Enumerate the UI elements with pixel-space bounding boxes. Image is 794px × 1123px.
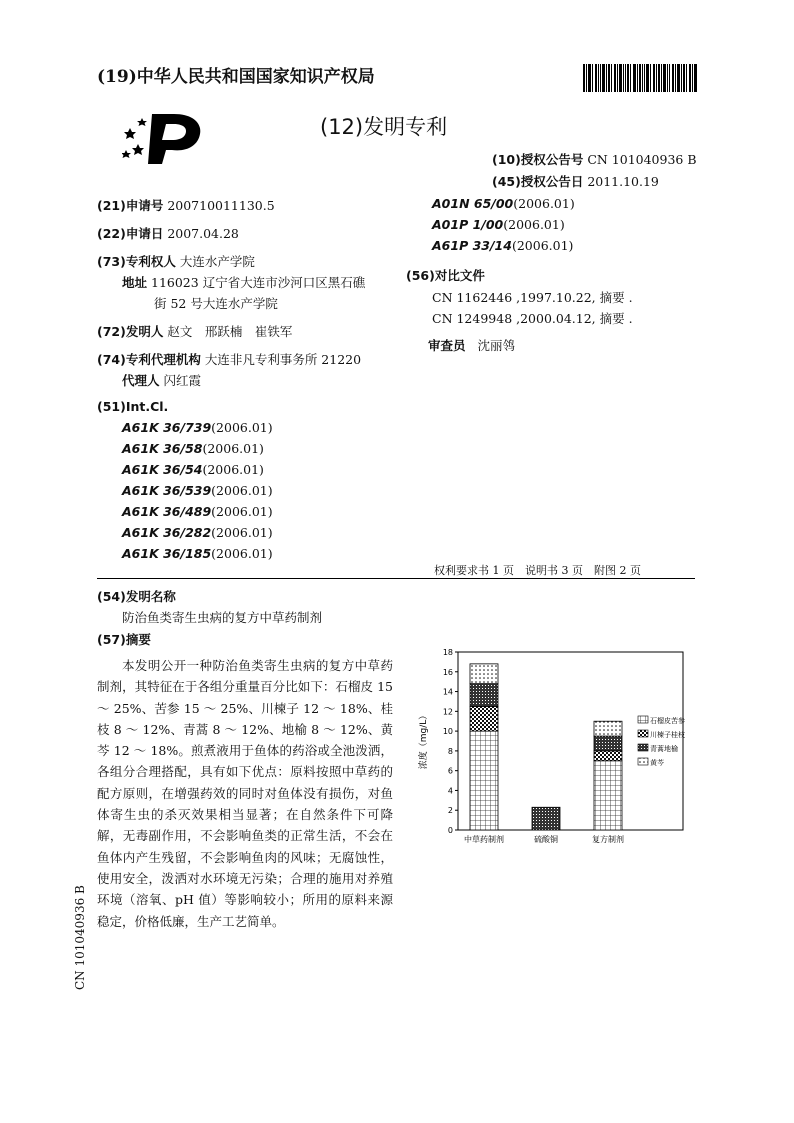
ipc-class-9: A01P 1/00(2006.01): [432, 217, 565, 232]
agency-label: (74)专利代理机构: [97, 352, 201, 367]
inventors-row: [97, 322, 292, 340]
y-tick-label: 0: [447, 826, 453, 835]
document-type: (12)发明专利: [320, 115, 448, 139]
y-tick-label: 8: [447, 746, 453, 756]
grant-date: 2011.10.19: [587, 174, 659, 189]
legend-label: 青蒿地榆: [650, 745, 678, 753]
ipc-class-10: A61P 33/14(2006.01): [432, 238, 574, 253]
grant-date-label: (45)授权公告日: [492, 174, 584, 189]
ipc-class-5: A61K 36/489(2006.01): [122, 504, 273, 519]
bar-segment: [594, 736, 622, 751]
ipc-class-7: A61K 36/185(2006.01): [122, 546, 273, 561]
barcode: [583, 64, 697, 92]
y-tick-label: 18: [442, 648, 453, 657]
examiner-row: [428, 336, 515, 354]
agent: 闪红霞: [163, 373, 202, 388]
abstract-figure-chart: [410, 640, 700, 845]
sipo-logo: [122, 110, 204, 166]
abstract-label: (57)摘要: [97, 632, 151, 647]
legend-label: 黄芩: [650, 759, 664, 767]
legend-swatch: [638, 730, 648, 737]
x-tick-label: 硫酸铜: [534, 835, 558, 844]
patentee-row: [97, 252, 255, 270]
citation-1: CN 1162446 ,1997.10.22, 摘要 .: [432, 290, 633, 305]
address-label: 地址: [122, 275, 148, 290]
address-line-1: 116023 辽宁省大连市沙河口区黑石礁: [151, 275, 366, 290]
examiner: 沈丽鸰: [477, 338, 516, 353]
ipc-class-6: A61K 36/282(2006.01): [122, 525, 273, 540]
bar-segment: [470, 664, 498, 684]
legend-label: 川楝子桂枝: [650, 731, 685, 739]
application-date-label: (22)申请日: [97, 226, 164, 241]
divider: [97, 578, 695, 579]
x-tick-label: 复方制剂: [592, 835, 624, 844]
agent-label: 代理人: [122, 373, 160, 388]
agency: 大连非凡专利事务所 21220: [204, 352, 362, 367]
inventors: 赵文 邢跃楠 崔铁军: [167, 324, 293, 339]
issuing-office: (19)中华人民共和国国家知识产权局: [97, 67, 375, 87]
citations-label: (56)对比文件: [406, 268, 485, 283]
agency-row: [97, 350, 361, 368]
address-line-2: 街 52 号大连水产学院: [154, 296, 278, 311]
bar-segment: [470, 706, 498, 731]
bar-segment: [594, 761, 622, 830]
bar-segment: [594, 721, 622, 736]
abstract-text: 本发明公开一种防治鱼类寄生虫病的复方中草药制剂，其特征在于各组分重量百分比如下：石榴皮 15 ～ 25%、苦参 15 ～ 25%、川楝子 12 ～ 18%、桂枝 8 ～ 12%、青蒿 8 ～ 12%、地榆 8 ～ 12%、黄芩 12 ～ 18%。煎煮液用于鱼体的药浴或全池泼洒，各组分合理搭配，具有如下优点：原料按照中草药的配方原则，在增强药效的同时对鱼体没有损伤，对鱼体寄生虫的杀灭效果相当显著；在自然条件下可降解，无毒副作用，不会影响鱼类的正常生活，不会在鱼体内产生残留，不会影响鱼肉的风味；无腐蚀性，使用安全，泼洒对水环境无污染；合理的施用对养殖环境（溶氧、pH 值）等影响较小；所用的原料来源稳定，价格低廉，生产工艺简单。: [97, 658, 393, 929]
int-cl-label: (51)Int.Cl.: [97, 399, 169, 414]
bar-segment: [594, 751, 622, 761]
y-tick-label: 4: [447, 786, 453, 796]
y-tick-label: 2: [447, 806, 453, 816]
y-tick-label: 6: [447, 766, 453, 776]
grant-number-row: [492, 150, 697, 168]
examiner-label: 审查员: [428, 338, 466, 353]
page-count-summary: 权利要求书 1 页 说明书 3 页 附图 2 页: [434, 564, 641, 577]
ipc-class-1: A61K 36/739(2006.01): [122, 420, 273, 435]
bar-segment: [470, 731, 498, 830]
legend-swatch: [638, 758, 648, 765]
invention-title: 防治鱼类寄生虫病的复方中草药制剂: [122, 610, 323, 625]
grant-number: CN 101040936 B: [587, 152, 697, 167]
legend-swatch: [638, 744, 648, 751]
ipc-class-3: A61K 36/54(2006.01): [122, 462, 264, 477]
side-publication-number: CN 101040936 B: [73, 885, 87, 990]
y-tick-label: 10: [442, 727, 453, 737]
grant-date-row: [492, 172, 659, 190]
application-number-row: [97, 196, 275, 214]
legend-label: 石榴皮苦参: [650, 717, 685, 725]
ipc-class-4: A61K 36/539(2006.01): [122, 483, 273, 498]
inventors-label: (72)发明人: [97, 324, 164, 339]
application-date-row: [97, 224, 239, 242]
y-axis-label: 浓度（mg/L）: [419, 710, 429, 770]
citation-2: CN 1249948 ,2000.04.12, 摘要 .: [432, 311, 633, 326]
grant-number-label: (10)授权公告号: [492, 152, 584, 167]
patentee-label: (73)专利权人: [97, 254, 176, 269]
title-label: (54)发明名称: [97, 589, 176, 604]
application-number: 200710011130.5: [167, 198, 275, 213]
application-date: 2007.04.28: [167, 226, 239, 241]
application-number-label: (21)申请号: [97, 198, 164, 213]
ipc-class-2: A61K 36/58(2006.01): [122, 441, 264, 456]
bar-segment: [470, 684, 498, 707]
agent-row: [122, 371, 201, 389]
y-tick-label: 14: [442, 687, 453, 697]
legend-swatch: [638, 716, 648, 723]
bar-segment: [532, 807, 560, 830]
y-tick-label: 12: [442, 707, 453, 717]
patentee: 大连水产学院: [179, 254, 255, 269]
address-row: [122, 273, 365, 291]
ipc-class-8: A01N 65/00(2006.01): [432, 196, 575, 211]
x-tick-label: 中草药制剂: [464, 835, 504, 844]
y-tick-label: 16: [442, 667, 453, 677]
